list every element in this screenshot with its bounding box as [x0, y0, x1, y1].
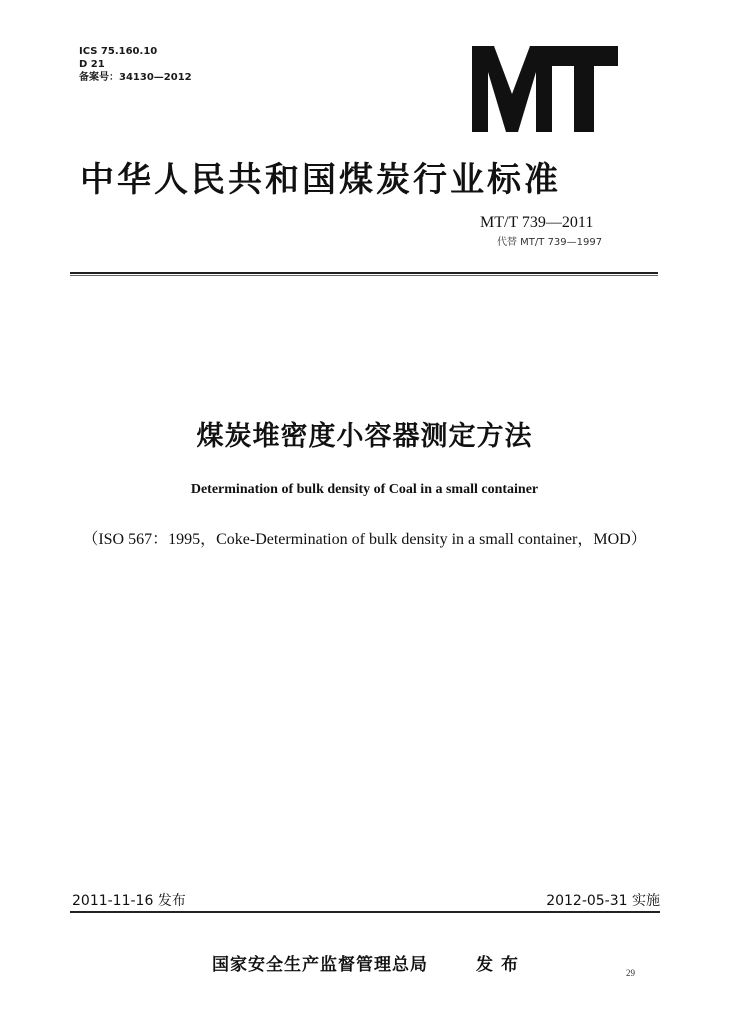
issue-date: 2011-11-16 发布 [72, 893, 186, 909]
document-title-english: Determination of bulk density of Coal in a small container [190, 482, 539, 497]
bottom-divider [70, 911, 660, 913]
publisher-name: 国家安全生产监督管理总局 [212, 955, 428, 975]
filing-number: 备案号：34130—2012 [79, 72, 192, 83]
page-number: 29 [626, 968, 635, 978]
top-divider-thin [70, 275, 658, 276]
classification-block [79, 45, 192, 84]
ics-code: ICS 75.160.10 [79, 46, 158, 57]
document-title-chinese: 煤炭堆密度小容器测定方法 [196, 421, 533, 452]
standard-code: MT/T 739—2011 [480, 214, 594, 231]
replaces-standard: 代替 MT/T 739—1997 [497, 237, 603, 248]
iso-reference: （ISO 567：1995，Coke-Determination of bulk density in a small container，MOD） [82, 531, 647, 548]
mt-logo [472, 46, 618, 132]
top-divider [70, 272, 658, 274]
publish-label: 发布 [476, 955, 526, 975]
standard-category-title: 中华人民共和国煤炭行业标准 [80, 160, 561, 200]
implementation-date: 2012-05-31 实施 [546, 893, 660, 909]
ccs-code: D 21 [79, 59, 105, 70]
